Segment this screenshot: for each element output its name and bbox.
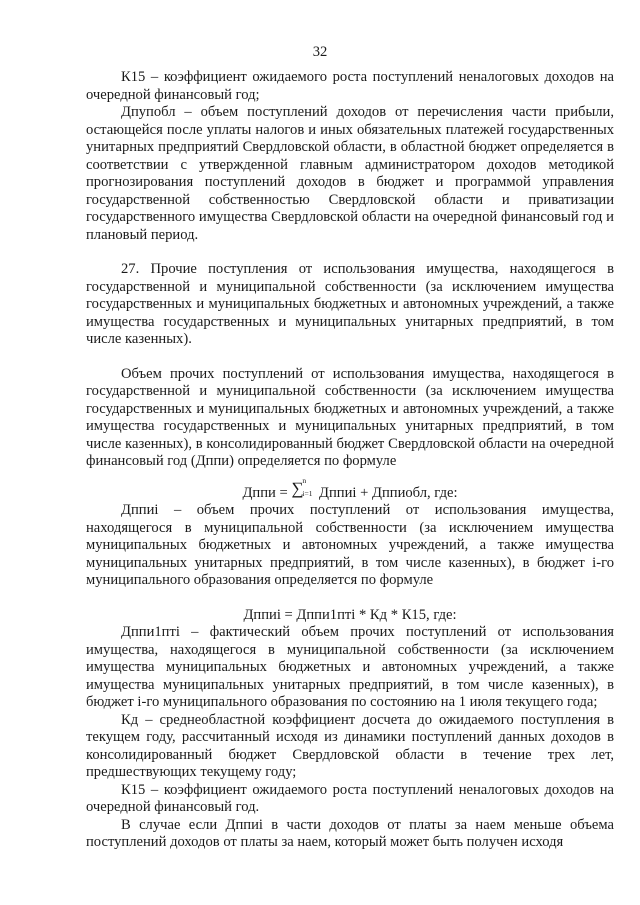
summation-upper-limit: n — [302, 475, 307, 485]
formula-dppi-rhs: Дппиi + Дппиобл, где: — [315, 484, 458, 501]
summation-symbol — [291, 475, 315, 499]
summation-sigma: ∑ — [291, 478, 304, 498]
formula-dppi-lhs: Дппи = — [242, 484, 292, 501]
formula-dppi — [86, 475, 614, 503]
formula-dppii: Дппиi = Дппи1птi * Кд * К15, где: — [243, 606, 457, 623]
page-body — [86, 69, 614, 852]
paragraph-dpupobl-definition: Дпупобл – объем поступлений доходов от перечисления части прибыли, остающейся после уплаты налогов и иных обязательных платежей государственных унитарных предприятий Свердловской области, в областной бюджет определяется в соответствии с утвержденной главным администратором доходов методикой прогнозирования поступлений доходов в бюджет и программой управления государственной собственностью Свердловской области и приватизации государственного имущества Свердловской области на очередной финансовый год и плановый период. — [86, 104, 614, 243]
paragraph-kd-definition: Кд – среднеобластной коэффициент досчета до ожидаемого поступления в текущем году, рассчитанный исходя из динамики поступлений данных доходов в консолидированный бюджет Свердловской области в течение трех лет, предшествующих текущему году; — [86, 711, 614, 780]
paragraph-item-27-heading: 27. Прочие поступления от использования имущества, находящегося в государственной и муниципальной собственности (за исключением имущества государственных и муниципальных бюджетных и автономных учреждений, а также имущества государственных и муниципальных унитарных предприятий, в том числе казенных). — [86, 261, 614, 347]
paragraph-dppii-definition: Дппиi – объем прочих поступлений от использования имущества, находящегося в муниципальной собственности (за исключением имущества муниципальных бюджетных и автономных учреждений, а также имущества муниципальных унитарных предприятий, в том числе казенных), в бюджет i-го муниципального образования определяется по формуле — [86, 502, 614, 588]
summation-lower-limit: i=1 — [302, 488, 313, 498]
page-number: 32 — [312, 44, 328, 60]
paragraph-dppi1pti-definition: Дппи1птi – фактический объем прочих поступлений от использования имущества, находящегося в муниципальной собственности (за исключением имущества муниципальных бюджетных и автономных учреждений, а также имущества муниципальных унитарных предприятий, в том числе казенных), в бюджет i-го муниципального образования по состоянию на 1 июля текущего года; — [86, 624, 614, 710]
paragraph-dppi-volume: Объем прочих поступлений от использования имущества, находящегося в государственной и муниципальной собственности (за исключением имущества государственных и муниципальных бюджетных и автономных учреждений, а также имущества государственных и муниципальных унитарных предприятий, в том числе казенных), в консолидированный бюджет Свердловской области на очередной финансовый год (Дппи) определяется по формуле — [86, 365, 614, 469]
paragraph-k15-definition: К15 – коэффициент ожидаемого роста поступлений неналоговых доходов на очередной финансовый год; — [86, 69, 614, 103]
paragraph-k15-definition-2: К15 – коэффициент ожидаемого роста поступлений неналоговых доходов на очередной финансовый год. — [86, 781, 614, 815]
paragraph-rent-case: В случае если Дппиi в части доходов от платы за наем меньше объема поступлений доходов от платы за наем, который может быть получен исходя — [86, 816, 614, 850]
